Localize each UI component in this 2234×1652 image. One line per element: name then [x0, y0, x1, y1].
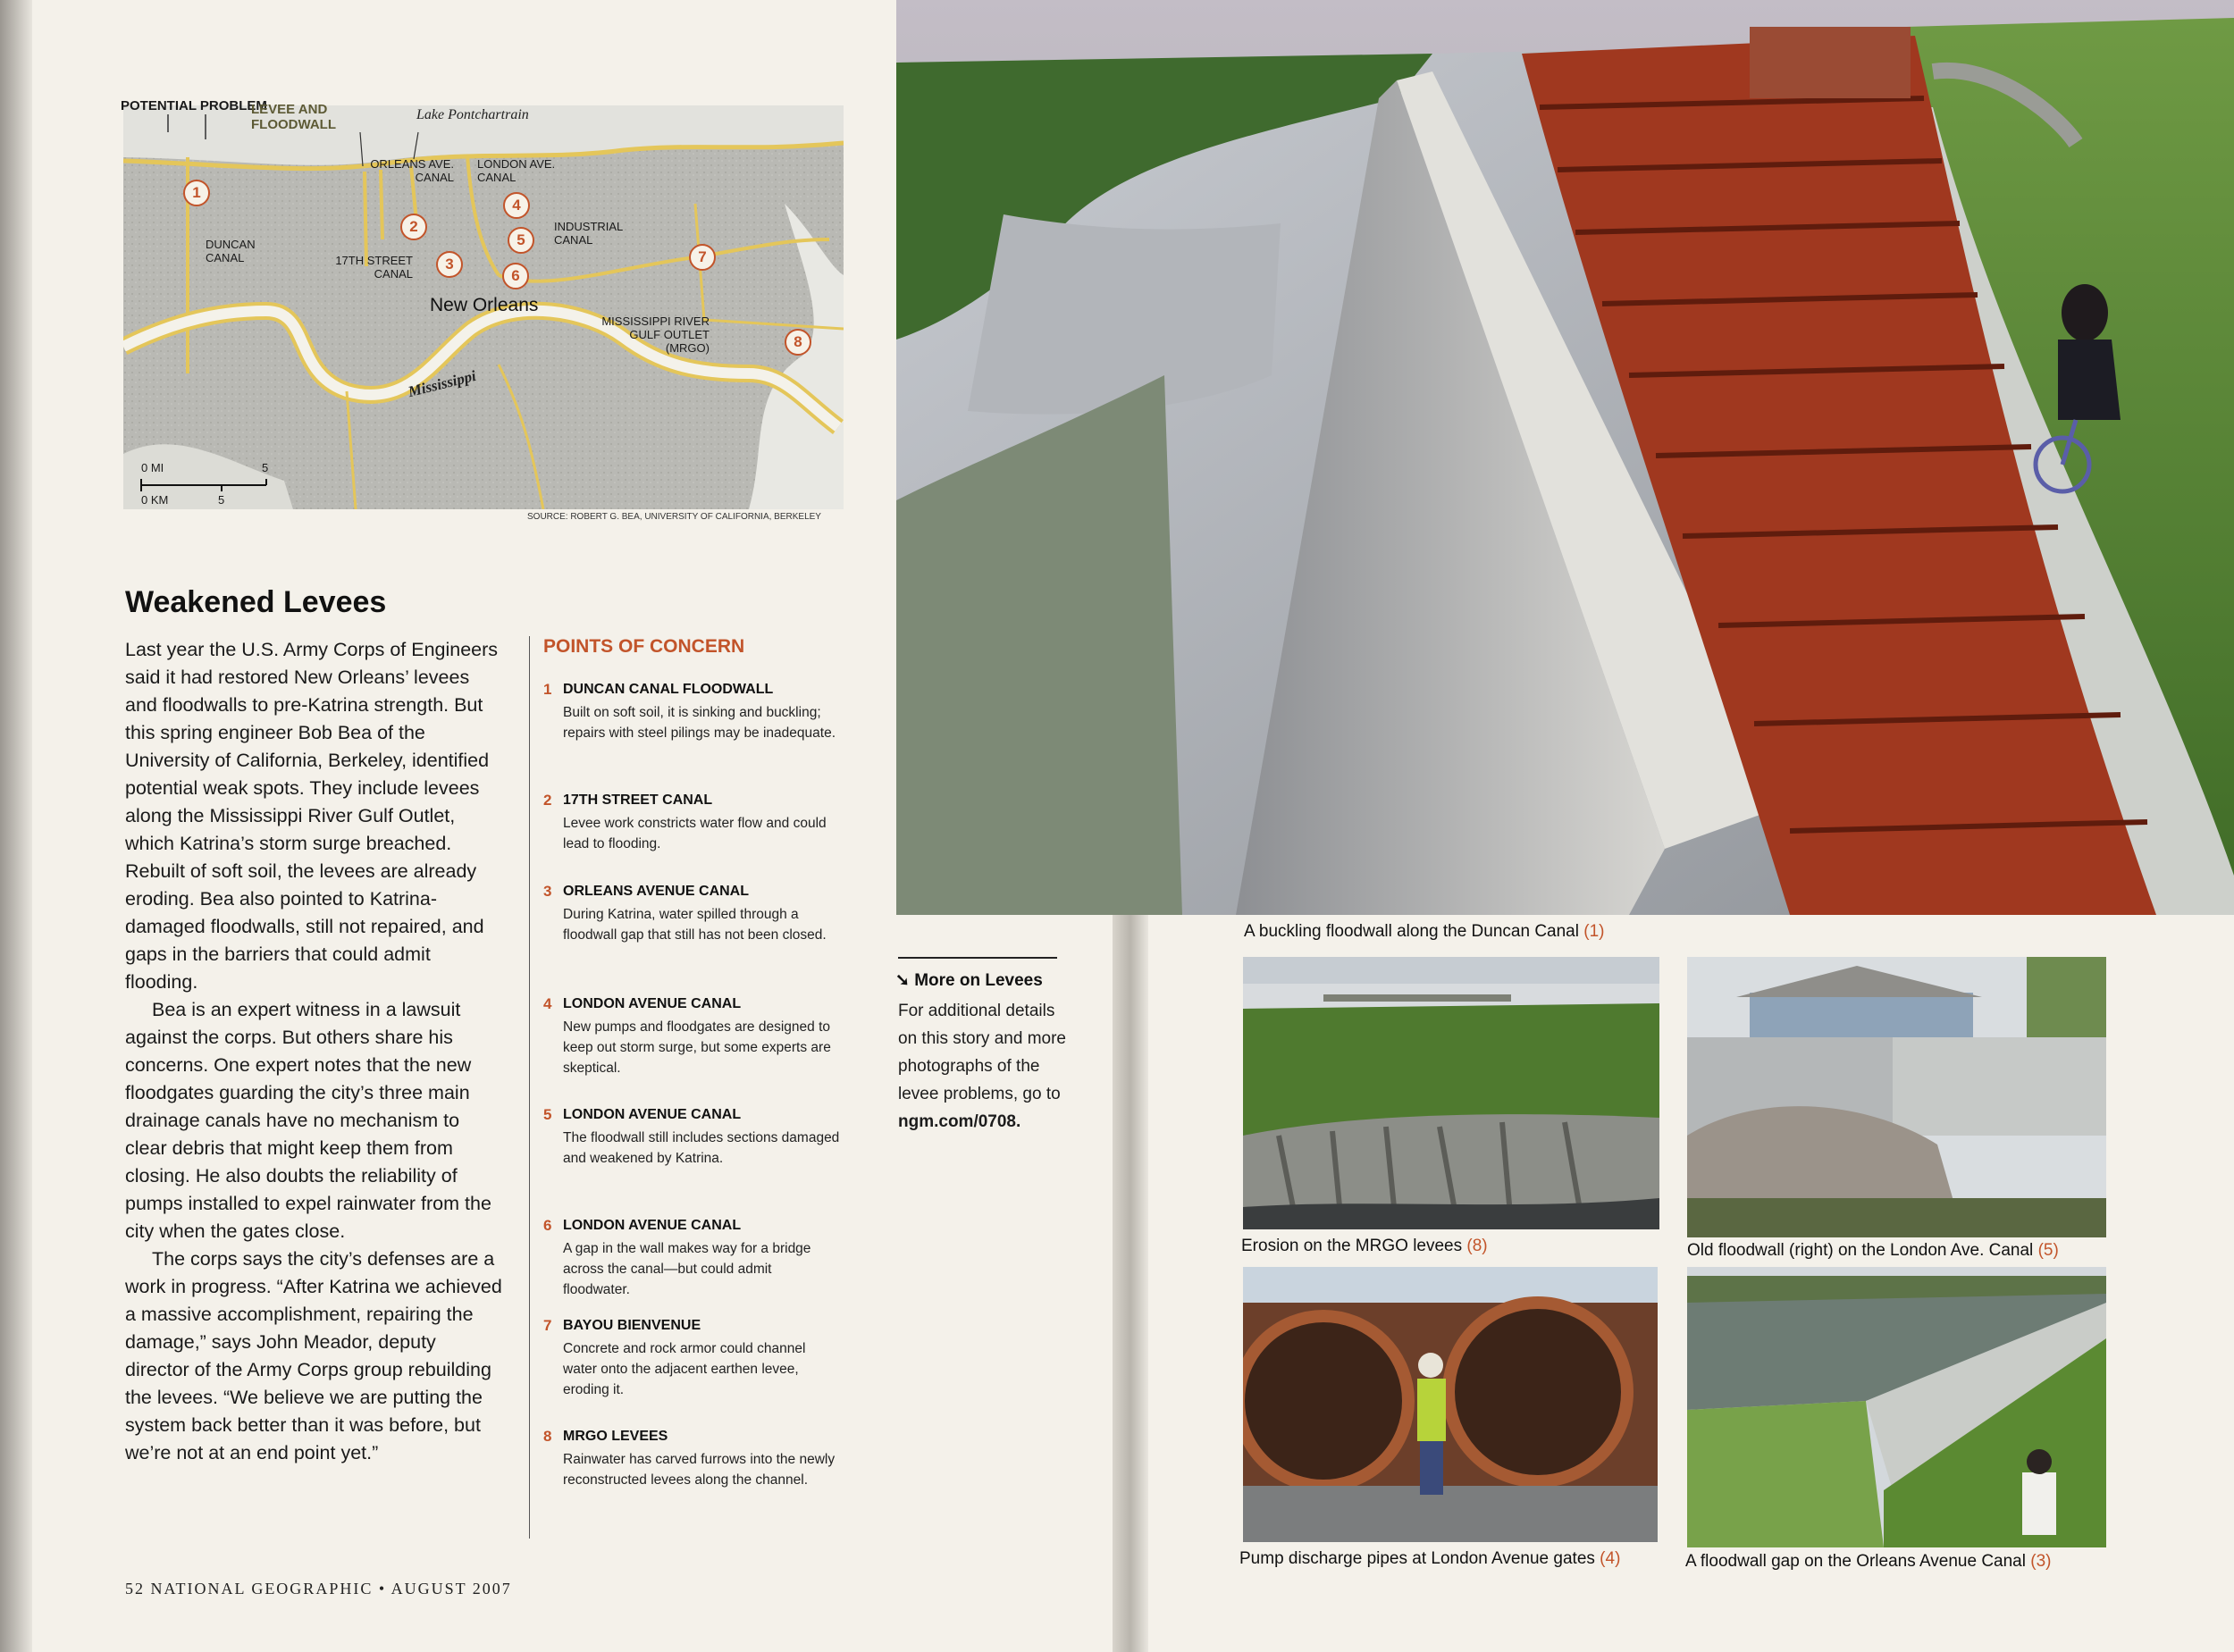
marker-7-label: 7 — [698, 248, 707, 265]
arrow-icon: ➘ — [895, 971, 910, 990]
concern-description: Concrete and rock armor could channel water onto the adjacent earthen levee, eroding it. — [563, 1341, 806, 1397]
marker-2 — [400, 214, 427, 240]
photo-pump-art — [1243, 1267, 1658, 1542]
concern-number: 6 — [543, 1217, 552, 1234]
caption-gap-ref: (3) — [2030, 1552, 2052, 1571]
caption-old-floodwall — [1687, 1241, 2059, 1261]
worker-legs — [1420, 1441, 1443, 1495]
legend-potential-problem: POTENTIAL PROBLEM — [121, 98, 267, 113]
caption-gap — [1685, 1552, 2052, 1572]
trees — [2027, 957, 2106, 1037]
concern-number: 3 — [543, 883, 552, 900]
concern-heading: DUNCAN CANAL FLOODWALL — [563, 682, 774, 697]
concern-number: 1 — [543, 681, 552, 698]
canal-17th-levee — [365, 172, 366, 266]
label-mrgo: MISSISSIPPI RIVER GULF OUTLET (MRGO) — [601, 314, 710, 355]
distant-barge — [1323, 994, 1511, 1002]
concern-description: Levee work constricts water flow and could lead to flooding. — [563, 816, 827, 851]
scale-km-end-label: 5 — [218, 493, 225, 507]
marker-4-label: 4 — [512, 197, 521, 214]
concern-description: A gap in the wall makes way for a bridge across the canal—but could admit floodwater. — [563, 1241, 811, 1297]
caption-old-floodwall-text: Old floodwall (right) on the London Ave. Canal — [1687, 1241, 2034, 1260]
map-source: SOURCE: ROBERT G. BEA, UNIVERSITY OF CALIFORNIA, BERKELEY — [527, 512, 821, 522]
photo-duncan-floodwall — [896, 0, 2234, 915]
concern-number: 4 — [543, 995, 552, 1012]
concern-heading: 17TH STREET CANAL — [563, 792, 713, 808]
marker-5-label: 5 — [517, 231, 525, 248]
steel-floor — [1243, 1486, 1658, 1542]
label-orleans-canal: ORLEANS AVE. CANAL — [370, 157, 454, 184]
photo-erosion-art — [1243, 957, 1659, 1229]
caption-pump — [1239, 1549, 1620, 1569]
concern-description: Built on soft soil, it is sinking and buckling; repairs with steel pilings may be inadequate. — [563, 705, 836, 741]
concern-description: New pumps and floodgates are designed to keep out storm surge, but some experts are skeptical. — [563, 1019, 831, 1076]
legend-levee-floodwall: LEVEE AND FLOODWALL — [251, 102, 336, 132]
more-link[interactable]: ngm.com/0708. — [898, 1112, 1021, 1131]
sky — [1243, 1267, 1658, 1303]
caption-old-floodwall-ref: (5) — [2037, 1241, 2059, 1260]
scale-km-label: 0 KM — [141, 493, 169, 507]
worker-vest — [1417, 1379, 1446, 1441]
photo-pump-pipes — [1243, 1267, 1658, 1542]
person-head — [2027, 1449, 2052, 1474]
label-17th-street-canal: 17TH STREET CANAL — [335, 254, 413, 281]
concern-heading: LONDON AVENUE CANAL — [563, 996, 742, 1011]
caption-main — [1244, 922, 1605, 942]
concern-description: Rainwater has carved furrows into the newly reconstructed levees along the channel. — [563, 1452, 836, 1488]
label-duncan-canal: DUNCAN CANAL — [206, 238, 256, 264]
scale-mi-end-label: 5 — [262, 461, 269, 474]
cyclist-head — [2062, 284, 2108, 341]
concern-description: During Katrina, water spilled through a floodwall gap that still has not been closed. — [563, 907, 827, 943]
reeds — [1687, 1401, 1884, 1547]
photo-gap-art — [1687, 1267, 2106, 1547]
paragraph-3: The corps says the city’s defenses are a work in progress. “After Katrina we achieved a massive accomplishment, repairing the damage,” says John Meador, deputy director of the Army Corps group rebuilding the levees. “We believe we are putting the system back better than it was before, but we’re not at an end point yet.” — [125, 1248, 502, 1463]
label-industrial-canal: INDUSTRIAL CANAL — [554, 220, 623, 247]
concern-number: 8 — [543, 1428, 552, 1445]
label-london-canal: LONDON AVE. CANAL — [477, 157, 556, 184]
marker-1-label: 1 — [192, 184, 201, 201]
more-body-text: For additional details on this story and more photographs of the levee problems, go to — [898, 1002, 1066, 1103]
marker-3 — [436, 251, 463, 278]
article-body — [125, 636, 502, 1467]
canal-bank — [1687, 1198, 2106, 1237]
more-divider — [898, 957, 1057, 959]
concern-heading: LONDON AVENUE CANAL — [563, 1107, 742, 1122]
marker-1 — [183, 180, 210, 206]
caption-erosion — [1241, 1237, 1488, 1256]
marker-4 — [503, 192, 530, 219]
marker-3-label: 3 — [445, 256, 454, 273]
photo-floodwall-gap — [1687, 1267, 2106, 1547]
discharge-pipe-left — [1243, 1316, 1408, 1486]
more-on-levees-title — [895, 970, 1043, 991]
concern-number: 7 — [543, 1317, 552, 1334]
marker-8 — [785, 329, 811, 356]
caption-erosion-ref: (8) — [1466, 1237, 1488, 1255]
caption-main-text: A buckling floodwall along the Duncan Canal — [1244, 922, 1579, 941]
points-of-concern-title: POINTS OF CONCERN — [543, 636, 745, 657]
standing-person — [2022, 1472, 2056, 1535]
concern-heading: LONDON AVENUE CANAL — [563, 1218, 742, 1233]
concern-number: 5 — [543, 1106, 552, 1123]
river-label: Mississippi — [406, 366, 478, 401]
water-reflection — [968, 214, 1281, 415]
more-on-levees-body — [898, 997, 1077, 1136]
concern-heading: ORLEANS AVENUE CANAL — [563, 884, 750, 899]
marker-8-label: 8 — [794, 333, 802, 350]
photo-duncan-art — [896, 0, 2234, 915]
scale-mi-label: 0 MI — [141, 461, 164, 474]
distant-structure — [1750, 27, 1911, 98]
paragraph-1: Last year the U.S. Army Corps of Engineers said it had restored New Orleans’ levees and floodwalls to pre-Katrina strength. But this spring engineer Bob Bea of the University of California, Berkeley, identified potential weak spots. They include levees along the Mississippi River Gulf Outlet, which Katrina’s storm surge breached. Rebuilt of soft soil, the levees are already eroding. Bea also pointed to Katrina-damaged floodwalls, still not repaired, and gaps in the barriers that could admit flooding. — [125, 639, 499, 993]
worker-hardhat — [1418, 1353, 1443, 1378]
marker-6 — [502, 263, 529, 289]
concern-number: 2 — [543, 792, 552, 809]
caption-pump-ref: (4) — [1600, 1549, 1621, 1568]
concern-heading: MRGO LEVEES — [563, 1429, 668, 1444]
paragraph-2: Bea is an expert witness in a lawsuit against the corps. But others share his concerns. One expert notes that the new floodgates guarding the city’s three main drainage canals have no mechanism to clear debris that might keep them from closing. He also doubts the reliability of pumps installed to expel rainwater from the city when the gates close. — [125, 999, 491, 1242]
concern-heading: BAYOU BIENVENUE — [563, 1318, 701, 1333]
photo-old-floodwall — [1687, 957, 2106, 1237]
marker-7 — [689, 244, 716, 271]
marker-5 — [508, 227, 534, 254]
column-divider — [529, 636, 530, 1539]
caption-erosion-text: Erosion on the MRGO levees — [1241, 1237, 1463, 1255]
concern-description: The floodwall still includes sections damaged and weakened by Katrina. — [563, 1130, 840, 1166]
cyclist-body — [2058, 340, 2121, 420]
city-label: New Orleans — [430, 295, 539, 315]
discharge-pipe-right — [1449, 1303, 1627, 1481]
caption-gap-text: A floodwall gap on the Orleans Avenue Canal — [1685, 1552, 2026, 1571]
marker-2-label: 2 — [409, 218, 418, 235]
photo-old-floodwall-art — [1687, 957, 2106, 1237]
more-title-text: More on Levees — [914, 971, 1043, 990]
new-floodwall-panel — [1893, 1037, 2106, 1136]
photo-erosion-mrgo — [1243, 957, 1659, 1229]
levee-map — [121, 98, 844, 509]
lake-label: Lake Pontchartrain — [416, 107, 529, 122]
caption-main-ref: (1) — [1583, 922, 1605, 941]
caption-pump-text: Pump discharge pipes at London Avenue gates — [1239, 1549, 1595, 1568]
article-heading: Weakened Levees — [125, 585, 387, 619]
page-edge-shadow — [0, 0, 32, 1652]
marker-6-label: 6 — [511, 267, 520, 284]
page-footer: 52 NATIONAL GEOGRAPHIC • AUGUST 2007 — [125, 1580, 512, 1597]
